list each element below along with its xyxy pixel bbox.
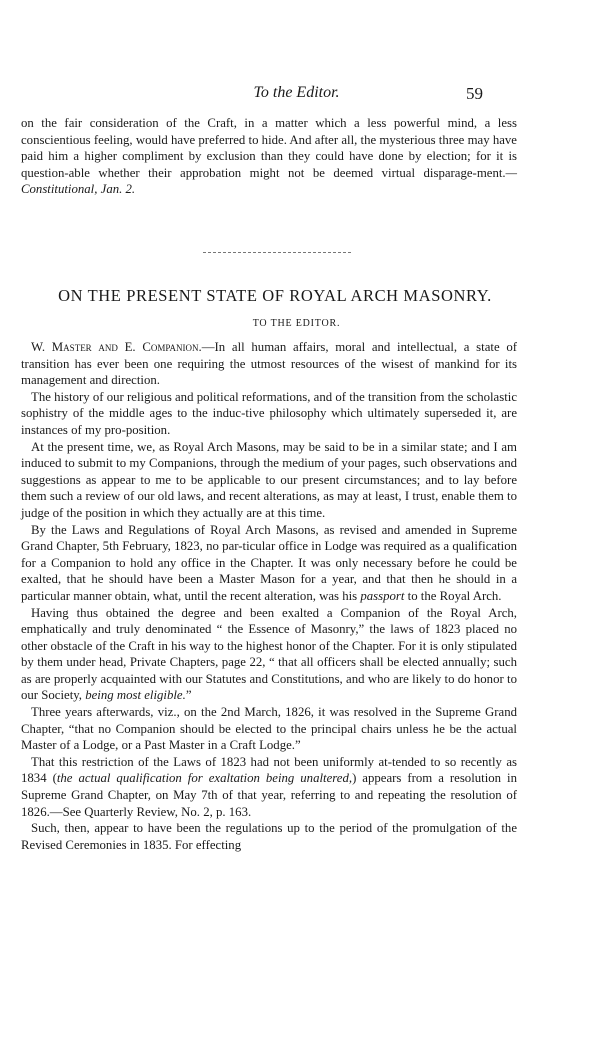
running-head bbox=[0, 84, 593, 106]
article-title: ON THE PRESENT STATE OF ROYAL ARCH MASONRY. bbox=[58, 286, 492, 305]
paragraph-text: to the Royal Arch. bbox=[404, 588, 502, 603]
emphasis-text: being most eligible. bbox=[85, 688, 186, 703]
paragraph-text: That this restriction of the Laws of 1823 had not been uniformly at-tended to so recently as 1834 ( bbox=[21, 754, 517, 786]
paragraph: Three years afterwards, viz., on the 2nd March, 1826, it was resolved in the Supreme Grand Chapter, “that no Companion should be elected to the principal chairs unless he be the actual Master of a Lodge, or a Past Master in a Craft Lodge.” bbox=[21, 705, 517, 753]
paragraph-text: —In all human affairs, moral and intellectual, a state of transition has ever been one requiring the utmost resources of the wisest of mankind for its management and direction. bbox=[21, 340, 517, 388]
emphasis-text: passport bbox=[360, 588, 405, 603]
section-divider bbox=[203, 252, 351, 253]
paragraph-text: Having thus obtained the degree and been exalted a Companion of the Royal Arch, emphatically and truly denominated “ the Essence of Masonry,” the laws of 1823 placed no other obstacle of the Craft in his way to the highest honor of the Chapter. For it is only stipulated by them under head, Private Chapters, page 22, “ that all officers shall be elected annually; such as are properly acquainted with our Statutes and Constitutions, and who are likely to do honor to our Society, bbox=[21, 605, 517, 703]
paragraph bbox=[21, 522, 517, 605]
article-addressee: TO THE EDITOR. bbox=[252, 318, 341, 329]
paragraph: The history of our religious and political reformations, and of the transition from the scholastic sophistry of the middle ages to the induc-tive philosophy which ultimately superseded it, are instances of my pro-position. bbox=[21, 389, 517, 437]
paragraph bbox=[21, 339, 517, 389]
intro-text: on the fair consideration of the Craft, in a matter which a less powerful mind, a less conscientious feeling, would have preferred to hide. And after all, the mysterious three may have paid him a higher compliment by exclusion than they could have done by election; for it is question-able whether their approbation might not be deemed virtual disparage-ment. bbox=[21, 116, 517, 180]
paragraph: Such, then, appear to have been the regulations up to the period of the promulgation of the Revised Ceremonies in 1835. For effecting bbox=[21, 821, 517, 852]
paragraph-text: ) appears from a resolution in Supreme Grand Chapter, on May 7th of that year, referring to and repeating the resolution of 1826.—See Quarterly Review, No. 2, p. 163. bbox=[21, 771, 517, 819]
paragraph: At the present time, we, as Royal Arch Masons, may be said to be in a similar state; and I am induced to submit to my Companions, through the medium of your pages, such observations and suggestions as appear to me to be applicable to our present circumstances; and to lay before them such a review of our old laws, and recent alterations, as may at least, I trust, enable them to judge of the position in which they actually are at this time. bbox=[21, 439, 517, 520]
intro-source: —Constitutional, Jan. 2. bbox=[21, 165, 517, 197]
paragraph bbox=[21, 605, 517, 705]
emphasis-text: the actual qualification for exaltation being unaltered, bbox=[56, 771, 353, 786]
running-title: To the Editor. bbox=[253, 84, 340, 101]
page-number: 59 bbox=[466, 84, 483, 103]
paragraph-text: ” bbox=[185, 688, 192, 703]
salutation: W. Master and E. Companion. bbox=[31, 340, 202, 354]
paragraph bbox=[21, 754, 517, 820]
paragraph-text: By the Laws and Regulations of Royal Arch Masons, as revised and amended in Supreme Grand Chapter, 5th February, 1823, no par-ticular office in Lodge was required as a qualification for a Companion to hold any office in the Chapter. It was only necessary before he could be exalted, that he should have been a Master Mason for a year, and that then he should in a particular manner obtain, what, until the recent alteration, was his bbox=[21, 522, 517, 603]
article-body bbox=[21, 339, 517, 853]
intro-paragraph bbox=[21, 115, 517, 198]
